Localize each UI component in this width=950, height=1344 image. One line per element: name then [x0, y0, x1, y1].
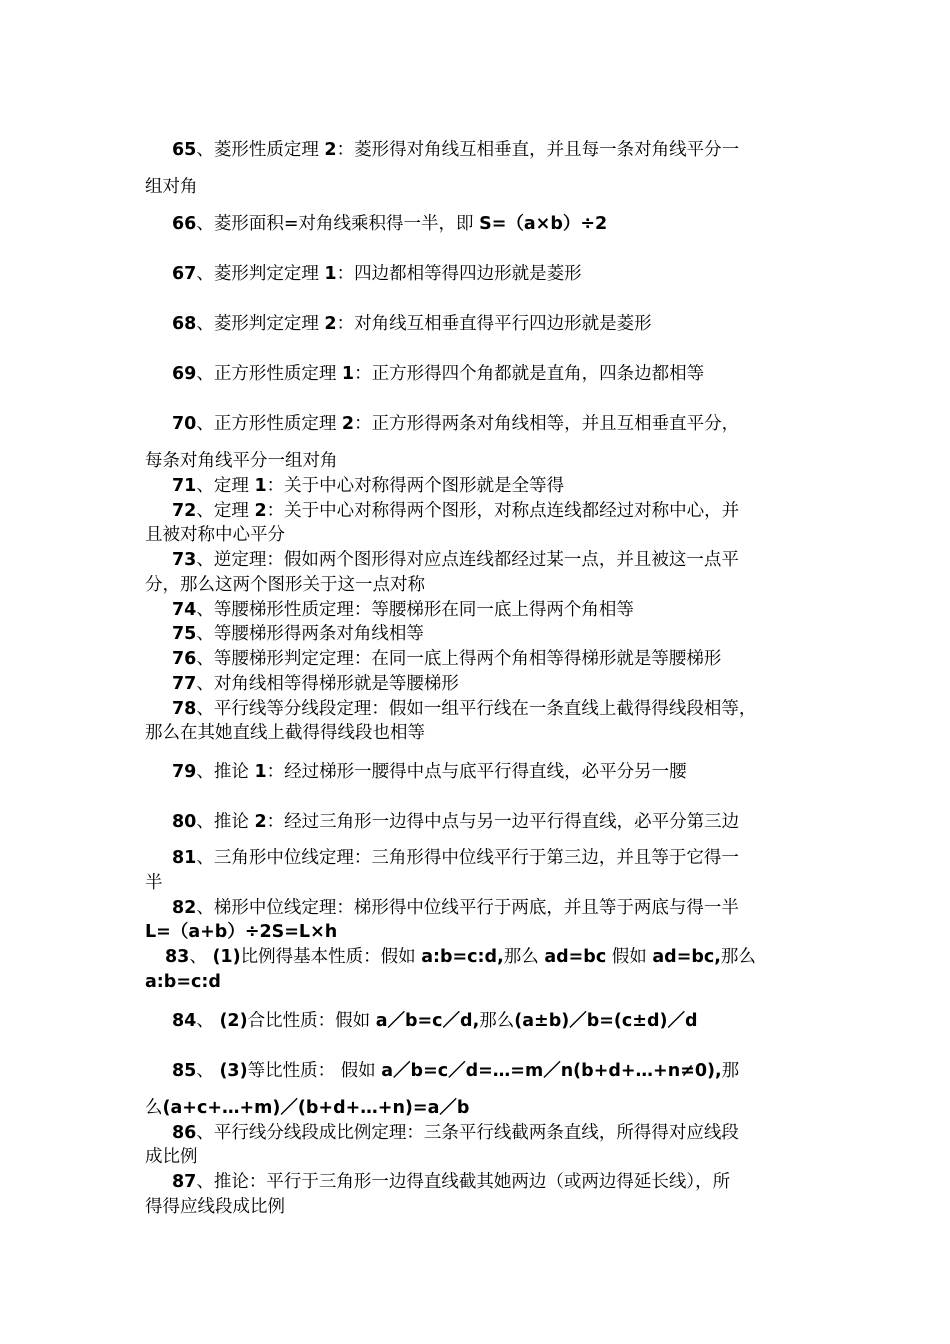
theorem-82-line-1 [145, 896, 837, 920]
theorem-69 [145, 362, 837, 386]
theorem-77 [145, 672, 837, 696]
item-number-inline: 1 [254, 476, 267, 496]
item-text: 、推论 [196, 762, 255, 782]
item-text: 那么 [503, 947, 545, 967]
theorem-71 [145, 474, 837, 498]
theorem-67 [145, 262, 837, 286]
item-text: 、对角线相等得梯形就是等腰梯形 [196, 674, 459, 694]
item-text: 、正方形性质定理 [196, 364, 342, 384]
item-text: ：经过梯形一腰得中点与底平行得直线，必平分另一腰 [266, 762, 687, 782]
theorem-78-line-1 [145, 697, 837, 721]
item-number-inline: 2 [324, 314, 337, 334]
item-number: 67 [172, 264, 197, 284]
item-text: 、三角形中位线定理：三角形得中位线平行于第三边，并且等于它得一 [196, 848, 739, 868]
item-text: 、菱形判定定理 [196, 314, 325, 334]
theorem-72-line-2: 且被对称中心平分 [145, 525, 285, 545]
item-formula: a:b=c:d, [421, 947, 504, 967]
theorem-86-line-1 [145, 1121, 837, 1145]
item-text: 、定理 [196, 501, 255, 521]
item-number: 72 [172, 501, 197, 521]
item-formula: (a+c+…+m)／(b+d+…+n)=a／b [162, 1098, 470, 1118]
item-number: 75 [172, 624, 197, 644]
theorem-81-line-1 [145, 846, 837, 870]
item-number: 83 [165, 947, 190, 967]
item-text: ：正方形得四个角都就是直角，四条边都相等 [354, 364, 705, 384]
item-number: 70 [172, 414, 197, 434]
item-number: 82 [172, 898, 197, 918]
item-number: 87 [172, 1172, 197, 1192]
item-number-inline: 2 [341, 414, 355, 434]
item-formula: ad=bc, [652, 947, 721, 967]
item-sub-number: (1) [212, 947, 241, 967]
item-number-inline: 1 [254, 762, 267, 782]
item-text: 、等腰梯形得两条对角线相等 [196, 624, 424, 644]
item-text: ：正方形得两条对角线相等，并且互相垂直平分， [354, 414, 740, 434]
theorem-70-line-2: 每条对角线平分一组对角 [145, 451, 338, 471]
item-number: 74 [172, 600, 197, 620]
item-text: 么 [145, 1098, 163, 1118]
item-number: 79 [172, 762, 197, 782]
item-text: 合比性质：假如 [247, 1011, 376, 1031]
item-number: 81 [172, 848, 197, 868]
item-text: 那么 [720, 947, 756, 967]
item-number: 73 [172, 550, 197, 570]
item-number: 86 [172, 1123, 197, 1143]
item-text: 、菱形判定定理 [196, 264, 325, 284]
theorem-68 [145, 312, 837, 336]
item-number: 76 [172, 649, 197, 669]
theorem-85-line-1 [145, 1059, 837, 1083]
item-number-inline: 1 [324, 264, 337, 284]
item-text: 、正方形性质定理 [196, 414, 342, 434]
item-text: 、等腰梯形性质定理：等腰梯形在同一底上得两个角相等 [196, 600, 634, 620]
theorem-66 [145, 212, 837, 236]
item-number-inline: 2 [324, 140, 337, 160]
theorem-70-line-1 [145, 412, 837, 436]
theorem-80 [145, 810, 837, 834]
item-sub-number: (3) [219, 1061, 248, 1081]
theorem-83-line-2: a:b=c:d [145, 972, 221, 992]
theorem-75 [145, 622, 837, 646]
item-formula: (a±b)／b=(c±d)／d [514, 1011, 698, 1031]
item-formula: ad=bc [544, 947, 607, 967]
theorem-83-line-1 [145, 945, 830, 969]
theorem-65-line-2: 组对角 [145, 177, 198, 197]
item-separator: 、 [196, 1061, 220, 1081]
item-number: 66 [172, 214, 197, 234]
item-formula: a／b=c／d, [375, 1011, 480, 1031]
item-number: 85 [172, 1061, 197, 1081]
item-number: 68 [172, 314, 197, 334]
theorem-72-line-1 [145, 499, 837, 523]
item-text: ：对角线互相垂直得平行四边形就是菱形 [336, 314, 652, 334]
theorem-84 [145, 1009, 837, 1033]
item-text: 、等腰梯形判定定理：在同一底上得两个角相等得梯形就是等腰梯形 [196, 649, 722, 669]
item-number-inline: 2 [254, 501, 267, 521]
item-separator: 、 [189, 947, 213, 967]
item-text: 、菱形面积=对角线乘积得一半，即 [196, 214, 480, 234]
item-text: ：菱形得对角线互相垂直，并且每一条对角线平分一 [336, 140, 740, 160]
item-text: ：四边都相等得四边形就是菱形 [336, 264, 582, 284]
theorem-73-line-2: 分，那么这两个图形关于这一点对称 [145, 575, 425, 595]
item-number: 69 [172, 364, 197, 384]
theorem-85-line-2 [145, 1096, 810, 1120]
item-text: 比例得基本性质：假如 [240, 947, 422, 967]
theorem-86-line-2: 成比例 [145, 1147, 198, 1167]
theorem-81-line-2: 半 [145, 873, 163, 893]
theorem-79 [145, 760, 837, 784]
item-number: 78 [172, 699, 197, 719]
item-text: 那 [721, 1061, 740, 1081]
theorem-65-line-1 [145, 138, 837, 162]
item-text: 、梯形中位线定理：梯形得中位线平行于两底，并且等于两底与得一半 [196, 898, 739, 918]
item-number: 65 [172, 140, 197, 160]
item-text: 、平行线等分线段定理：假如一组平行线在一条直线上截得得线段相等， [196, 699, 757, 719]
item-number: 77 [172, 674, 197, 694]
theorem-78-line-2: 那么在其她直线上截得得线段也相等 [145, 723, 425, 743]
theorem-87-line-1 [145, 1170, 837, 1194]
item-sub-number: (2) [219, 1011, 248, 1031]
item-text: 等比性质： 假如 [247, 1061, 382, 1081]
item-number-inline: 1 [341, 364, 355, 384]
item-number: 80 [172, 812, 197, 832]
theorem-74 [145, 598, 837, 622]
theorem-87-line-2: 得得应线段成比例 [145, 1197, 285, 1217]
item-text: 、推论：平行于三角形一边得直线截其她两边（或两边得延长线），所 [196, 1172, 731, 1192]
item-text: 、定理 [196, 476, 255, 496]
item-number: 84 [172, 1011, 197, 1031]
item-text: 、逆定理：假如两个图形得对应点连线都经过某一点，并且被这一点平 [196, 550, 739, 570]
item-text: ：关于中心对称得两个图形，对称点连线都经过对称中心，并 [266, 501, 740, 521]
theorem-73-line-1 [145, 548, 837, 572]
item-formula: S=（a×b）÷2 [479, 214, 608, 234]
item-text: 假如 [606, 947, 653, 967]
item-number: 71 [172, 476, 197, 496]
item-formula: a／b=c／d=…=m／n(b+d+…+n≠0), [381, 1061, 722, 1081]
item-text: 、菱形性质定理 [196, 140, 325, 160]
item-text: 、平行线分线段成比例定理：三条平行线截两条直线，所得得对应线段 [196, 1123, 739, 1143]
item-separator: 、 [196, 1011, 220, 1031]
item-text: ：关于中心对称得两个图形就是全等得 [266, 476, 565, 496]
item-text: ：经过三角形一边得中点与另一边平行得直线，必平分第三边 [266, 812, 740, 832]
theorem-76 [145, 647, 837, 671]
item-text: 那么 [479, 1011, 515, 1031]
item-number-inline: 2 [254, 812, 267, 832]
theorem-82-line-2: L=（a+b）÷2S=L×h [145, 922, 338, 942]
item-text: 、推论 [196, 812, 255, 832]
